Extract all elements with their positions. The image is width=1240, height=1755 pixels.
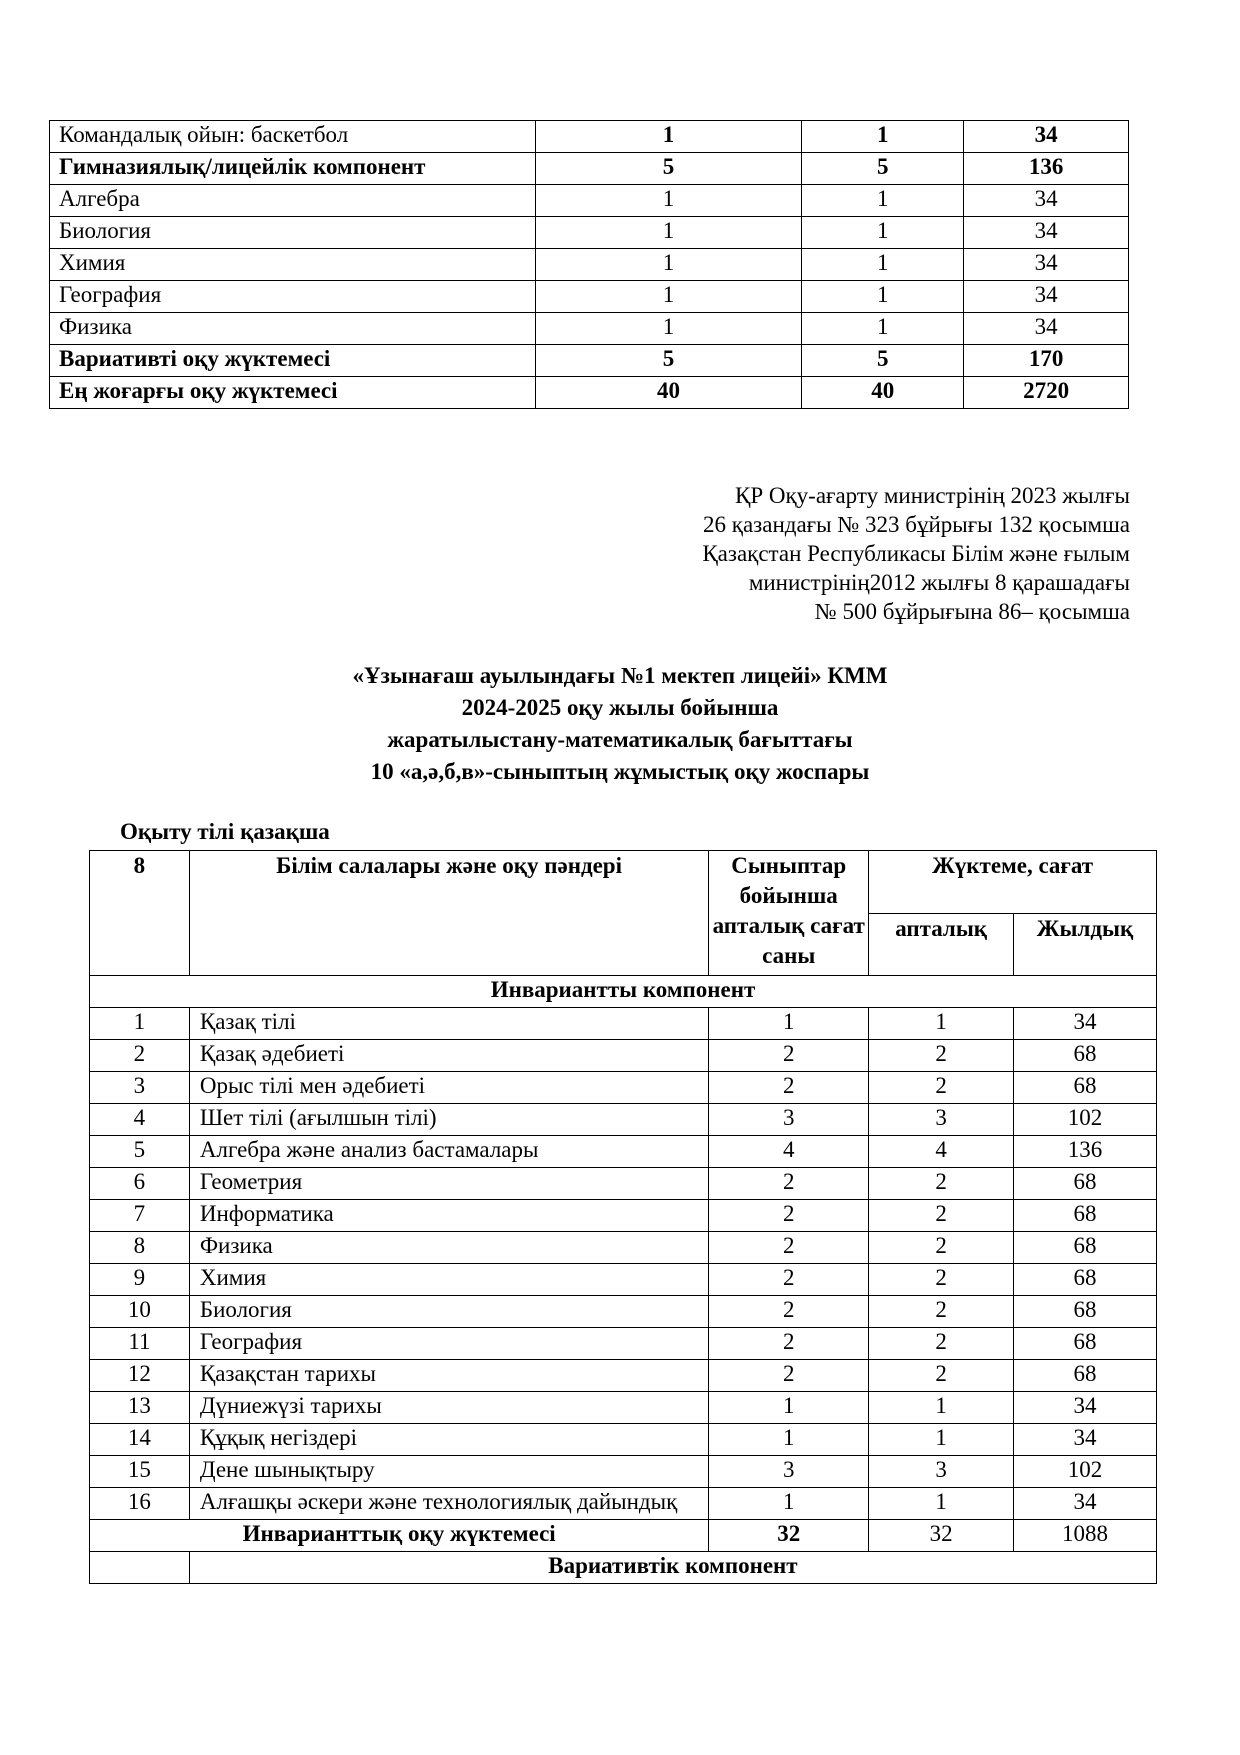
hours-by-class: 3 [709,1104,869,1136]
table-row [90,1456,1157,1488]
summary-name: География [50,281,536,313]
summary-name: Вариативті оқу жүктемесі [50,345,536,377]
heading-line: 10 «а,ә,б,в»-сыныптың жұмыстық оқу жоспары [370,759,870,784]
header-num: 8 [90,851,190,976]
hours-by-class: 2 [709,1168,869,1200]
summary-name: Физика [50,313,536,345]
row-number: 5 [90,1136,190,1168]
hours-by-class: 2 [709,1264,869,1296]
row-number: 15 [90,1456,190,1488]
hours-weekly: 2 [869,1168,1014,1200]
row-number: 4 [90,1104,190,1136]
subject-name: Дене шынықтыру [189,1456,708,1488]
summary-value-c3: 34 [964,185,1129,217]
row-number: 13 [90,1392,190,1424]
hours-yearly: 34 [1014,1392,1157,1424]
invariant-title-row [90,976,1157,1008]
hours-by-class: 1 [709,1424,869,1456]
hours-by-class: 3 [709,1456,869,1488]
summary-row [50,345,1129,377]
hours-weekly: 2 [869,1296,1014,1328]
invariant-title: Инвариантты компонент [90,976,1157,1008]
invariant-total-row [90,1520,1157,1552]
hours-weekly: 2 [869,1328,1014,1360]
subject-name: Қазақ әдебиеті [189,1040,708,1072]
subject-name: Физика [189,1232,708,1264]
summary-value-c1: 5 [535,153,802,185]
invariant-total-a: 32 [709,1520,869,1552]
row-number: 14 [90,1424,190,1456]
summary-value-c3: 34 [964,249,1129,281]
hours-by-class: 2 [709,1200,869,1232]
row-number: 3 [90,1072,190,1104]
hours-by-class: 2 [709,1328,869,1360]
subject-name: Химия [189,1264,708,1296]
summary-row [50,185,1129,217]
row-number: 10 [90,1296,190,1328]
summary-value-c1: 1 [535,313,802,345]
hours-yearly: 34 [1014,1424,1157,1456]
summary-value-c2: 5 [802,345,964,377]
row-number: 2 [90,1040,190,1072]
summary-row [50,121,1129,153]
hours-by-class: 4 [709,1136,869,1168]
summary-value-c1: 1 [535,249,802,281]
hours-weekly: 3 [869,1456,1014,1488]
subject-name: Қазақ тілі [189,1008,708,1040]
row-number: 6 [90,1168,190,1200]
hours-weekly: 1 [869,1008,1014,1040]
summary-value-c3: 136 [964,153,1129,185]
hours-weekly: 2 [869,1200,1014,1232]
summary-value-c3: 34 [964,121,1129,153]
language-label: Оқыту тілі қазақша [120,819,330,844]
hours-weekly: 2 [869,1072,1014,1104]
summary-value-c2: 1 [802,217,964,249]
invariant-total-w: 32 [869,1520,1014,1552]
table-row [90,1328,1157,1360]
subject-name: Информатика [189,1200,708,1232]
hours-by-class: 1 [709,1392,869,1424]
note-line: ҚР Оқу-ағарту министрінің 2023 жылғы [735,483,1130,508]
curriculum-table [89,850,1157,1584]
summary-value-c1: 1 [535,185,802,217]
row-number: 11 [90,1328,190,1360]
summary-row [50,313,1129,345]
hours-weekly: 3 [869,1104,1014,1136]
summary-value-c2: 1 [802,313,964,345]
note-line: 26 қазандағы № 323 бұйрығы 132 қосымша [703,512,1130,537]
subject-name: Орыс тілі мен әдебиеті [189,1072,708,1104]
summary-value-c3: 34 [964,217,1129,249]
subject-name: Дүниежүзі тарихы [189,1392,708,1424]
hours-yearly: 68 [1014,1200,1157,1232]
hours-by-class: 2 [709,1040,869,1072]
summary-value-c3: 2720 [964,377,1129,409]
row-number: 7 [90,1200,190,1232]
header-row [90,851,1157,914]
summary-value-c2: 40 [802,377,964,409]
empty-cell [90,1552,190,1584]
hours-yearly: 68 [1014,1360,1157,1392]
hours-by-class: 2 [709,1360,869,1392]
heading-line: жаратылыстану-математикалық бағыттағы [387,727,853,752]
hours-weekly: 1 [869,1392,1014,1424]
invariant-total-label: Инварианттық оқу жүктемесі [90,1520,709,1552]
summary-value-c1: 1 [535,281,802,313]
subject-name: Геометрия [189,1168,708,1200]
row-number: 16 [90,1488,190,1520]
summary-name: Химия [50,249,536,281]
subject-name: Биология [189,1296,708,1328]
hours-by-class: 2 [709,1072,869,1104]
hours-yearly: 34 [1014,1488,1157,1520]
summary-name: Командалық ойын: баскетбол [50,121,536,153]
row-number: 9 [90,1264,190,1296]
hours-yearly: 68 [1014,1072,1157,1104]
table-row [90,1136,1157,1168]
hours-yearly: 34 [1014,1008,1157,1040]
header-subjects: Білім салалары және оқу пәндері [189,851,708,976]
table-row [90,1424,1157,1456]
table-row [90,1200,1157,1232]
row-number: 12 [90,1360,190,1392]
summary-value-c3: 34 [964,281,1129,313]
summary-name: Гимназиялық/лицейлік компонент [50,153,536,185]
summary-row [50,217,1129,249]
table-row [90,1040,1157,1072]
summary-name: Биология [50,217,536,249]
table-row [90,1232,1157,1264]
hours-yearly: 68 [1014,1264,1157,1296]
hours-weekly: 2 [869,1232,1014,1264]
hours-yearly: 102 [1014,1104,1157,1136]
subject-name: Құқық негіздері [189,1424,708,1456]
plan-heading [0,660,1240,788]
table-row [90,1392,1157,1424]
note-line: Қазақстан Республикасы Білім және ғылым [702,541,1130,566]
hours-yearly: 68 [1014,1232,1157,1264]
hours-yearly: 68 [1014,1040,1157,1072]
order-reference-note [560,481,1130,626]
hours-weekly: 1 [869,1488,1014,1520]
hours-yearly: 102 [1014,1456,1157,1488]
summary-table [49,120,1129,409]
hours-weekly: 2 [869,1264,1014,1296]
hours-weekly: 1 [869,1424,1014,1456]
table-row [90,1104,1157,1136]
subject-name: Алгебра және анализ бастамалары [189,1136,708,1168]
summary-value-c1: 1 [535,217,802,249]
summary-value-c3: 34 [964,313,1129,345]
row-number: 1 [90,1008,190,1040]
summary-row [50,249,1129,281]
summary-value-c2: 1 [802,121,964,153]
header-yearly: Жылдық [1014,913,1157,976]
hours-yearly: 68 [1014,1296,1157,1328]
summary-row [50,153,1129,185]
summary-row [50,377,1129,409]
heading-line: 2024-2025 оқу жылы бойынша [461,695,779,720]
subject-name: Қазақстан тарихы [189,1360,708,1392]
header-weekly: апталық [869,913,1014,976]
table-row [90,1168,1157,1200]
hours-by-class: 2 [709,1232,869,1264]
summary-value-c2: 1 [802,249,964,281]
summary-value-c1: 1 [535,121,802,153]
summary-name: Алгебра [50,185,536,217]
summary-value-c2: 1 [802,281,964,313]
hours-weekly: 2 [869,1040,1014,1072]
note-line: министрінің2012 жылғы 8 қарашадағы [748,570,1130,595]
hours-by-class: 1 [709,1488,869,1520]
summary-value-c2: 5 [802,153,964,185]
header-load: Жүктеме, сағат [869,851,1157,914]
note-line: № 500 бұйрығына 86– қосымша [814,599,1130,624]
summary-name: Ең жоғарғы оқу жүктемесі [50,377,536,409]
subject-name: География [189,1328,708,1360]
invariant-total-y: 1088 [1014,1520,1157,1552]
hours-weekly: 4 [869,1136,1014,1168]
summary-value-c2: 1 [802,185,964,217]
table-row [90,1264,1157,1296]
summary-value-c1: 40 [535,377,802,409]
hours-weekly: 2 [869,1360,1014,1392]
row-number: 8 [90,1232,190,1264]
subject-name: Шет тілі (ағылшын тілі) [189,1104,708,1136]
table-row [90,1360,1157,1392]
hours-yearly: 68 [1014,1168,1157,1200]
header-weekly-by-class: Сыныптар бойынша апталық сағат саны [709,851,869,976]
table-row [90,1296,1157,1328]
hours-yearly: 136 [1014,1136,1157,1168]
variative-title: Вариативтік компонент [189,1552,1156,1584]
table-row [90,1072,1157,1104]
hours-by-class: 1 [709,1008,869,1040]
hours-by-class: 2 [709,1296,869,1328]
variative-title-row [90,1552,1157,1584]
summary-value-c1: 5 [535,345,802,377]
hours-yearly: 68 [1014,1328,1157,1360]
heading-line: «Ұзынағаш ауылындағы №1 мектеп лицейі» КММ [352,663,888,688]
summary-value-c3: 170 [964,345,1129,377]
summary-row [50,281,1129,313]
table-row [90,1488,1157,1520]
subject-name: Алғашқы әскери және технологиялық дайындық [189,1488,708,1520]
table-row [90,1008,1157,1040]
